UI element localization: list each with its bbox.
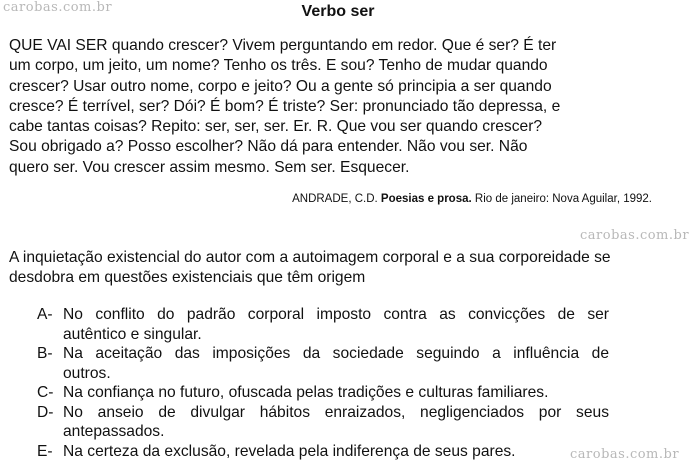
citation-publication: Rio de janeiro: Nova Aguilar, 1992. bbox=[474, 193, 652, 205]
option-text: Na certeza da exclusão, revelada pela indiferença de seus pares. bbox=[63, 442, 516, 460]
option-text: No conflito do padrão corporal imposto contra as convicções de ser bbox=[63, 306, 609, 323]
option-text: Na confiança no futuro, ofuscada pelas tradições e culturas familiares. bbox=[63, 384, 549, 401]
option-text: Na aceitação das imposições da sociedade seguindo a influência de bbox=[63, 345, 609, 362]
watermark-top: carobas.com.br bbox=[3, 0, 113, 15]
citation-work: Poesias e prosa. bbox=[380, 193, 472, 205]
option-c[interactable] bbox=[37, 383, 609, 403]
option-b[interactable] bbox=[37, 344, 609, 383]
option-letter: C- bbox=[37, 384, 54, 401]
poem-line: quero ser. Vou crescer assim mesmo. Sem ser. Esquecer. bbox=[9, 158, 410, 176]
option-letter: B- bbox=[37, 345, 53, 362]
option-text: autêntico e singular. bbox=[63, 325, 202, 343]
watermark-middle: carobas.com.br bbox=[580, 228, 689, 243]
poem-line: crescer? Usar outro nome, corpo e jeito? Ou a gente só principia a ser quando bbox=[9, 77, 552, 95]
watermark-bottom: carobas.com.br bbox=[570, 447, 680, 462]
option-d[interactable] bbox=[37, 403, 609, 442]
question-stem bbox=[9, 248, 671, 287]
option-letter: D- bbox=[37, 403, 54, 421]
answer-options bbox=[37, 305, 609, 461]
poem-text bbox=[9, 36, 629, 178]
option-e[interactable] bbox=[37, 442, 609, 462]
poem-line: um corpo, um jeito, um nome? Tenho os três. E sou? Tenho de mudar quando bbox=[9, 57, 548, 75]
question-line: desdobra em questões existenciais que têm origem bbox=[9, 268, 366, 286]
question-line: A inquietação existencial do autor com a autoimagem corporal e a sua corporeidade se bbox=[9, 249, 611, 266]
source-citation bbox=[0, 193, 652, 205]
poem-line: Sou obrigado a? Posso escolher? Não dá para entender. Não vou ser. Não bbox=[9, 138, 528, 156]
poem-line: cresce? É terrível, ser? Dói? É bom? É triste? Ser: pronunciado tão depressa, e bbox=[9, 97, 561, 115]
option-letter: A- bbox=[37, 306, 53, 323]
poem-line: QUE VAI SER quando crescer? Vivem perguntando em redor. Que é ser? É ter bbox=[9, 37, 557, 54]
option-text: outros. bbox=[63, 364, 111, 382]
option-text: antepassados. bbox=[63, 423, 165, 440]
poem-title: Verbo ser bbox=[301, 3, 375, 20]
option-text: No anseio de divulgar hábitos enraizados, negligenciados por seus bbox=[63, 403, 609, 421]
poem-line: cabe tantas coisas? Repito: ser, ser, ser. Er. R. Que vou ser quando crescer? bbox=[9, 118, 543, 136]
option-a[interactable] bbox=[37, 305, 609, 344]
option-letter: E- bbox=[37, 442, 53, 460]
citation-author: ANDRADE, C.D. bbox=[292, 193, 378, 205]
